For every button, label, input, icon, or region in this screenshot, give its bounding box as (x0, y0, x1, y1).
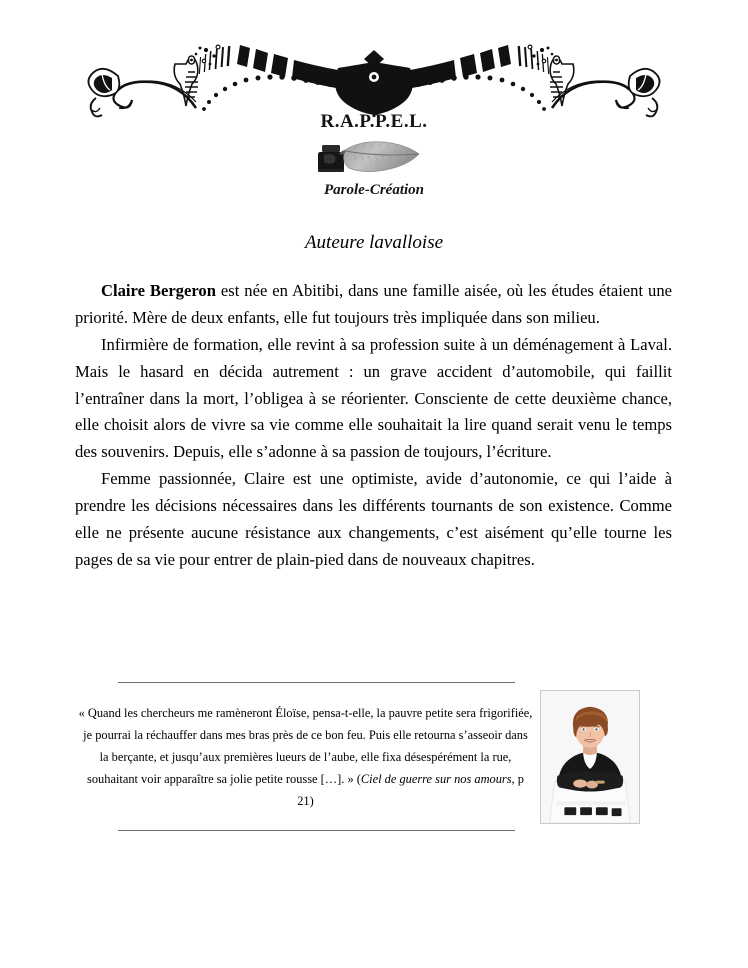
victorian-flourish-divider-icon (0, 28, 748, 118)
author-portrait-image (541, 691, 639, 823)
author-name-bold: Claire Bergeron (101, 281, 216, 300)
inkwell-and-quill-icon (309, 135, 439, 181)
paragraph-1 (75, 278, 672, 332)
page-reference: p 21) (297, 772, 524, 809)
quote-rule-bottom (118, 830, 515, 831)
book-title: Ciel de guerre sur nos amours, (360, 772, 515, 787)
inkwell-shape (318, 145, 344, 172)
page-title: Auteure lavalloise (304, 232, 444, 253)
article-body (75, 278, 672, 574)
quote-rule-top (118, 682, 515, 683)
organization-acronym: R.A.P.P.E.L. (320, 111, 428, 132)
organization-tagline: Parole-Création (324, 181, 424, 198)
paragraph-3: Femme passionnée, Claire est une optimiste, avide d’autonomie, ce qui l’aide à prendre les décisions nécessaires dans les différents tournants de son existence. Comme elle ne présente aucune résistance aux changements, c’est aisément qu’elle tourne les pages de sa vie pour entrer de plain-pied dans de nouveaux chapitres. (75, 469, 672, 569)
organization-logo (0, 112, 748, 199)
author-photo-frame (540, 690, 640, 824)
quote-excerpt (78, 702, 533, 812)
header-ornament (0, 28, 748, 118)
paragraph-2: Infirmière de formation, elle revint à sa profession suite à un déménagement à Laval. Mais le hasard en décida autrement : un grave accident d’automobile, qui faillit l’entraîner dans la mort, l’obligea à se réorienter. Consciente de cette deuxième chance, elle choisit alors de vivre sa vie comme elle souhaitait la lire quand serait venu le temps des souvenirs. Depuis, elle s’adonne à sa passion de toujours, l’écriture. (75, 334, 672, 462)
quill-feather-shape (339, 142, 419, 172)
quote-body-text: « Quand les chercheurs me ramèneront Éloïse, pensa-t-elle, la pauvre petite sera frigorifiée, je pourrai la réchauffer dans mes bras près de ce bon feu. Puis elle retourna s’asseoir dans la berçante, et jusqu’aux premières lueurs de l’aube, elle fixa désespérément la rue, souhaitant voir apparaître sa jolie petite rousse […]. » ( (78, 706, 533, 787)
paragraph-1-text: est née en Abitibi, dans une famille aisée, où les études étaient une priorité. Mère de deux enfants, elle fut toujours très impliquée dans son milieu. (75, 281, 672, 327)
